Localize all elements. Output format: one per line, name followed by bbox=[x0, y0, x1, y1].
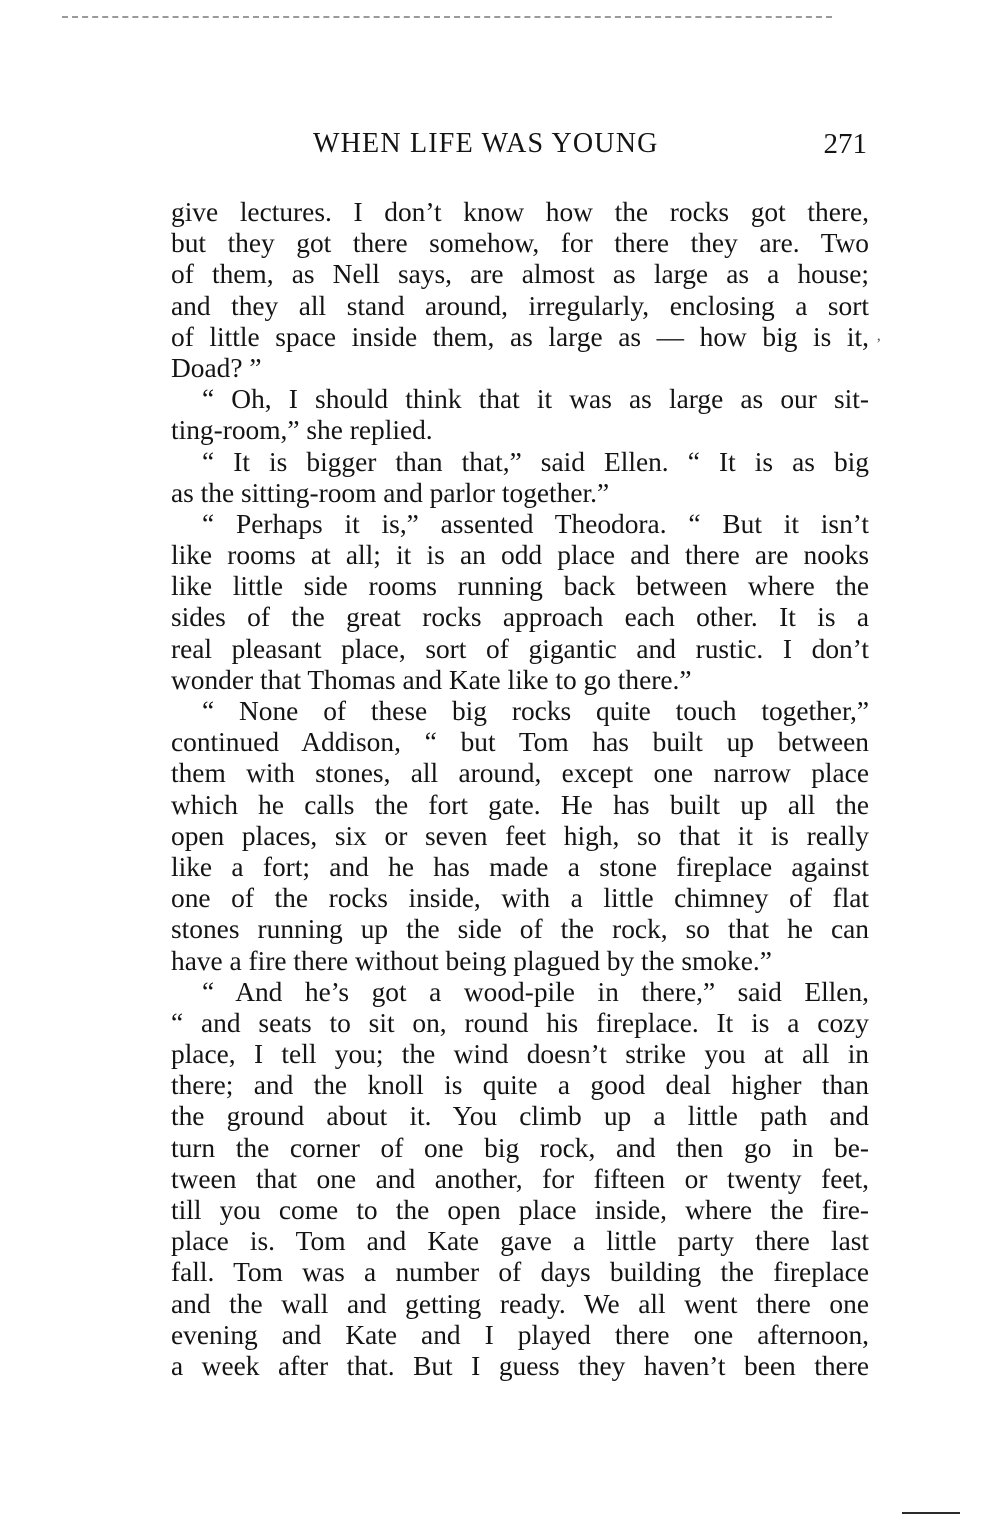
text-line: sides of the great rocks approach each other. It is a bbox=[171, 602, 869, 633]
text-line: Doad? ” bbox=[171, 352, 262, 383]
text-line: like rooms at all; it is an odd place and there are nooks bbox=[171, 540, 869, 571]
text-line: “ And he’s got a wood-pile in there,” said Ellen, bbox=[202, 976, 869, 1007]
text-line: open places, six or seven feet high, so that it is really bbox=[171, 820, 869, 851]
running-title: WHEN LIFE WAS YOUNG bbox=[313, 128, 659, 159]
text-line: but they got there somehow, for there they are. Two bbox=[171, 228, 869, 259]
text-line: continued Addison, “ but Tom has built up between bbox=[171, 727, 869, 758]
text-line: wonder that Thomas and Kate like to go there.” bbox=[171, 664, 692, 695]
text-line: like little side rooms running back between where the bbox=[171, 571, 869, 602]
text-line: have a fire there without being plagued by the smoke.” bbox=[171, 945, 772, 976]
text-line: tween that one and another, for fifteen or twenty feet, bbox=[171, 1163, 869, 1194]
text-line: place is. Tom and Kate gave a little party there last bbox=[171, 1226, 869, 1257]
text-line: place, I tell you; the wind doesn’t strike you at all in bbox=[171, 1039, 869, 1070]
text-line: “ Oh, I should think that it was as large as our sit- bbox=[202, 384, 869, 415]
text-line: of them, as Nell says, are almost as large as a house; bbox=[171, 259, 869, 290]
text-line: like a fort; and he has made a stone fireplace against bbox=[171, 851, 869, 882]
margin-mark: ’ bbox=[876, 336, 882, 353]
text-line: a week after that. But I guess they haven’t been there bbox=[171, 1350, 869, 1381]
text-line: till you come to the open place inside, where the fire- bbox=[171, 1195, 869, 1225]
page-number: 271 bbox=[823, 128, 867, 160]
top-rule bbox=[62, 16, 832, 18]
text-line: stones running up the side of the rock, so that he can bbox=[171, 914, 869, 945]
text-line: “ It is bigger than that,” said Ellen. “ It is as big bbox=[202, 446, 869, 477]
text-line: there; and the knoll is quite a good deal higher than bbox=[171, 1070, 869, 1101]
text-line: one of the rocks inside, with a little chimney of flat bbox=[171, 883, 869, 914]
text-line: as the sitting-room and parlor together.” bbox=[171, 477, 610, 508]
text-line: of little space inside them, as large as — how big is it, bbox=[171, 321, 869, 352]
text-line: “ and seats to sit on, round his fireplace. It is a cozy bbox=[171, 1007, 869, 1038]
text-line: the ground about it. You climb up a little path and bbox=[171, 1101, 869, 1132]
text-line: “ None of these big rocks quite touch together,” bbox=[202, 696, 869, 726]
text-line: give lectures. I don’t know how the rocks got there, bbox=[171, 197, 869, 227]
text-line: and the wall and getting ready. We all went there one bbox=[171, 1288, 869, 1319]
text-line: “ Perhaps it is,” assented Theodora. “ But it isn’t bbox=[202, 508, 869, 539]
text-line: which he calls the fort gate. He has built up all the bbox=[171, 789, 869, 820]
text-line: them with stones, all around, except one narrow place bbox=[171, 758, 869, 789]
text-line: fall. Tom was a number of days building the fireplace bbox=[171, 1257, 869, 1288]
page-header bbox=[171, 128, 869, 168]
text-line: ting-room,” she replied. bbox=[171, 415, 433, 446]
text-line: turn the corner of one big rock, and then go in be- bbox=[171, 1132, 869, 1163]
text-line: real pleasant place, sort of gigantic and rustic. I don’t bbox=[171, 633, 869, 664]
text-line: and they all stand around, irregularly, enclosing a sort bbox=[171, 290, 869, 321]
bottom-rule bbox=[902, 1512, 960, 1514]
text-line: evening and Kate and I played there one afternoon, bbox=[171, 1319, 869, 1350]
body-text bbox=[171, 197, 869, 1382]
